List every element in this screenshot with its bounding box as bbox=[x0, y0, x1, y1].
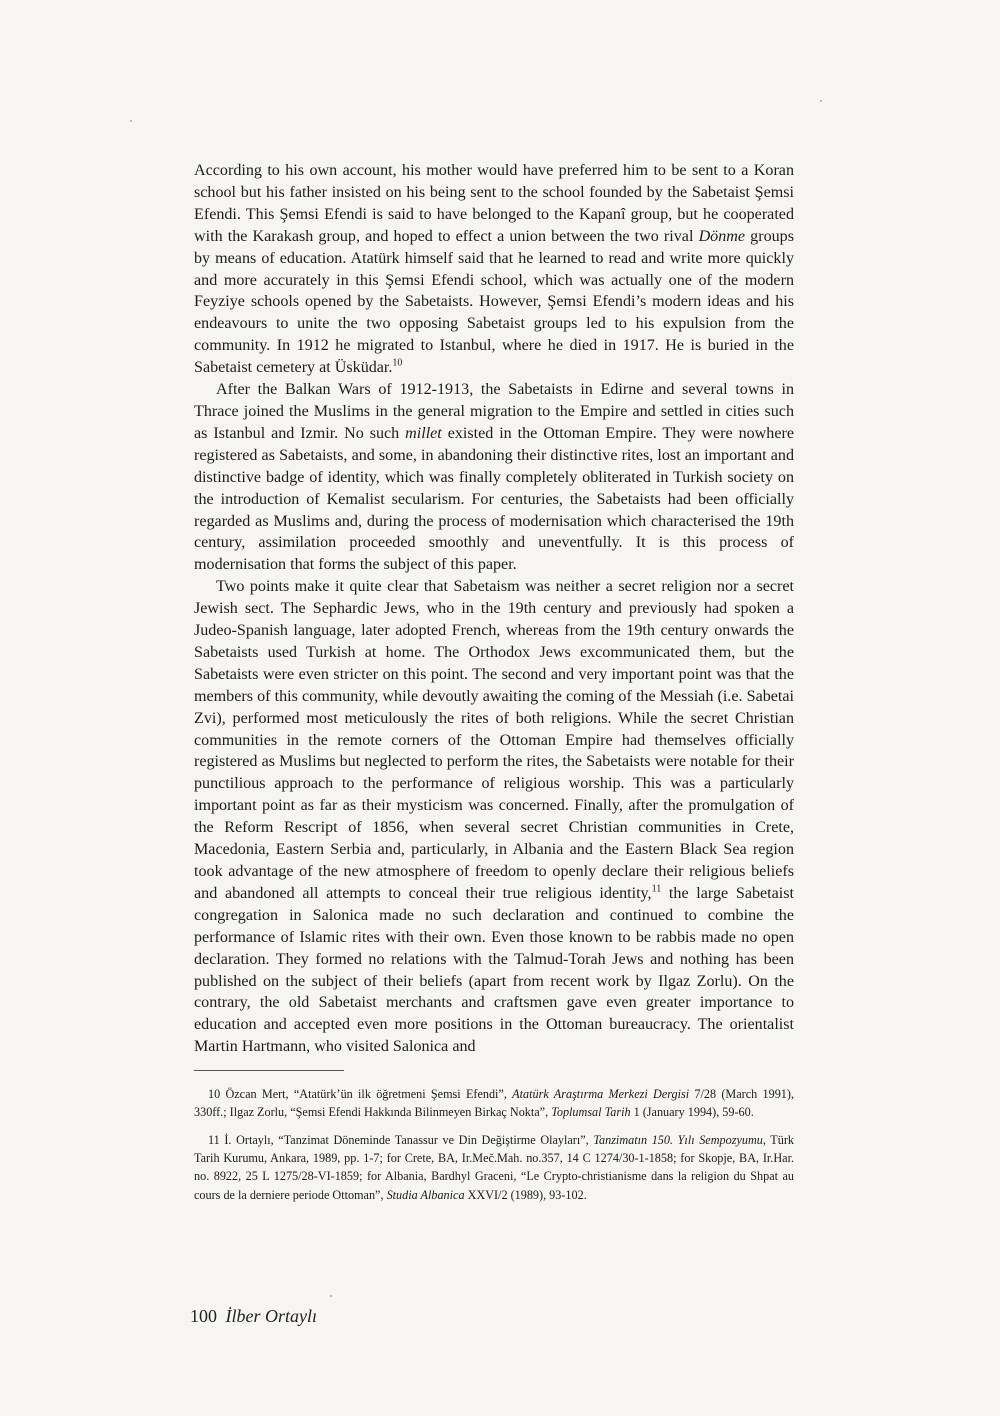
text-run: 10 Özcan Mert, “Atatürk’ün ilk öğretmeni Şemsi Efendi”, bbox=[208, 1087, 513, 1102]
paragraph-3 bbox=[194, 576, 794, 1058]
italic-text: Atatürk Araştırma Merkezi Dergisi bbox=[512, 1087, 690, 1102]
italic-text: millet bbox=[405, 424, 442, 442]
scan-speck bbox=[330, 1295, 332, 1297]
text-run: , Türk Tarih Kurumu, Ankara, 1989, pp. 1-7; for Crete, BA, Ir.Meč.Mah. no.357, 14 C 1274/30-1-1858; for Skopje, BA, Ir.Har. no. 8922, 25 L 1275/28-VI-1859; for Albania, Bardhyl Graceni, “Le Crypto-christianisme dans la religion du Shpat au cours de la derniere periode Ottoman”, bbox=[194, 1132, 795, 1202]
italic-text: Toplumsal Tarih bbox=[551, 1105, 631, 1120]
italic-text: Tanzimatın 150. Yılı Sempozyumu bbox=[593, 1132, 763, 1147]
text-run: existed in the Ottoman Empire. They were nowhere registered as Sabetaists, and some, in abandoning their distinctive rites, lost an important and distinctive badge of identity, which was finally completely obliterated in Turkish society on the introduction of Kemalist secularism. For centuries, the Sabetaists had been officially regarded as Muslims and, during the process of modernisation which characterised the 19th century, assimilation proceeded smoothly and uneventfully. It is this process of modernisation that forms the subject of this paper. bbox=[194, 424, 794, 574]
text-run: Two points make it quite clear that Sabetaism was neither a secret religion nor a secret Jewish sect. The Sephardic Jews, who in the 19th century and previously had spoken a Judeo-Spanish language, later adopted French, whereas from the 19th century onwards the Sabetaists used Turkish at home. The Orthodox Jews excommunicated them, but the Sabetaists were even stricter on this point. The second and very important point was that the members of this community, while devoutly awaiting the coming of the Messiah (i.e. Sabetai Zvi), performed most meticulously the rites of both religions. While the secret Christian communities in the remote corners of the Ottoman Empire had themselves officially registered as Muslims but neglected to perform the rites, the Sabetaists were notable for their punctilious approach to the performance of religious worship. This was a particularly important point as far as their mysticism was concerned. Finally, after the promulgation of the Reform Rescript of 1856, when several secret Christian communities in Crete, Macedonia, Eastern Serbia and, particularly, in Albania and the Eastern Black Sea region took advantage of the new atmosphere of freedom to openly declare their religious beliefs and abandoned all attempts to conceal their true religious identity, bbox=[194, 578, 794, 902]
footnote-11 bbox=[194, 1131, 794, 1204]
scan-speck bbox=[820, 100, 822, 102]
page-footer bbox=[190, 1306, 317, 1327]
text-run: After the Balkan Wars of 1912-1913, the Sabetaists in Edirne and several towns in Thrace joined the Muslims in the general migration to the Empire and settled in cities such as Istanbul and Izmir. No such bbox=[194, 381, 794, 442]
footnote-marker: 11 bbox=[651, 883, 662, 895]
scan-speck bbox=[130, 120, 132, 122]
italic-text: Studia Albanica bbox=[386, 1187, 465, 1202]
text-run: the large Sabetaist congregation in Salonica made no such declaration and continued to combine the performance of Islamic rites with their own. Even those known to be rabbis made no open declaration. They formed no relations with the Talmud-Torah Jews and nothing has been published on the subject of their beliefs (apart from recent work by Ilgaz Zorlu). On the contrary, the old Sabetaist merchants and craftsmen gave even greater importance to education and accepted even more positions in the Ottoman bureaucracy. The orientalist Martin Hartmann, who visited Salonica and bbox=[194, 884, 794, 1056]
text-run: 11 İ. Ortaylı, “Tanzimat Döneminde Tanassur ve Din Değiştirme Olayları”, bbox=[208, 1132, 594, 1147]
text-run: 7/28 (March 1991), 330ff.; Ilgaz Zorlu, “Şemsi Efendi Hakkında Bilinmeyen Birkaç Nokta”, bbox=[194, 1087, 794, 1120]
footnote-marker: 10 bbox=[392, 357, 403, 369]
footnotes bbox=[194, 1085, 794, 1204]
paragraph-1 bbox=[194, 160, 794, 379]
text-run: According to his own account, his mother would have preferred him to be sent to a Koran school but his father insisted on his being sent to the school founded by the Sabetaist Şemsi Efendi. This Şemsi Efendi is said to have belonged to the Kapanî group, but he cooperated with the Karakash group, and hoped to effect a union between the two rival bbox=[194, 162, 794, 245]
text-run: XXVI/2 (1989), 93-102. bbox=[464, 1187, 587, 1202]
page-content bbox=[194, 160, 794, 1213]
page-number: 100 bbox=[190, 1306, 217, 1326]
footnote-10 bbox=[194, 1085, 794, 1122]
italic-text: Dönme bbox=[698, 227, 746, 245]
paragraph-2 bbox=[194, 379, 794, 576]
text-run: groups by means of education. Atatürk himself said that he learned to read and write more quickly and more accurately in this Şemsi Efendi school, which was actually one of the modern Feyziye schools opened by the Sabetaists. However, Şemsi Efendi’s modern ideas and his endeavours to unite the two opposing Sabetaist groups led to his expulsion from the community. In 1912 he migrated to Istanbul, where he died in 1917. He is buried in the Sabetaist cemetery at Üsküdar. bbox=[194, 227, 794, 377]
running-author: İlber Ortaylı bbox=[225, 1306, 317, 1326]
body-text bbox=[194, 160, 794, 1058]
footnote-separator bbox=[194, 1070, 344, 1071]
text-run: 1 (January 1994), 59-60. bbox=[630, 1105, 754, 1120]
